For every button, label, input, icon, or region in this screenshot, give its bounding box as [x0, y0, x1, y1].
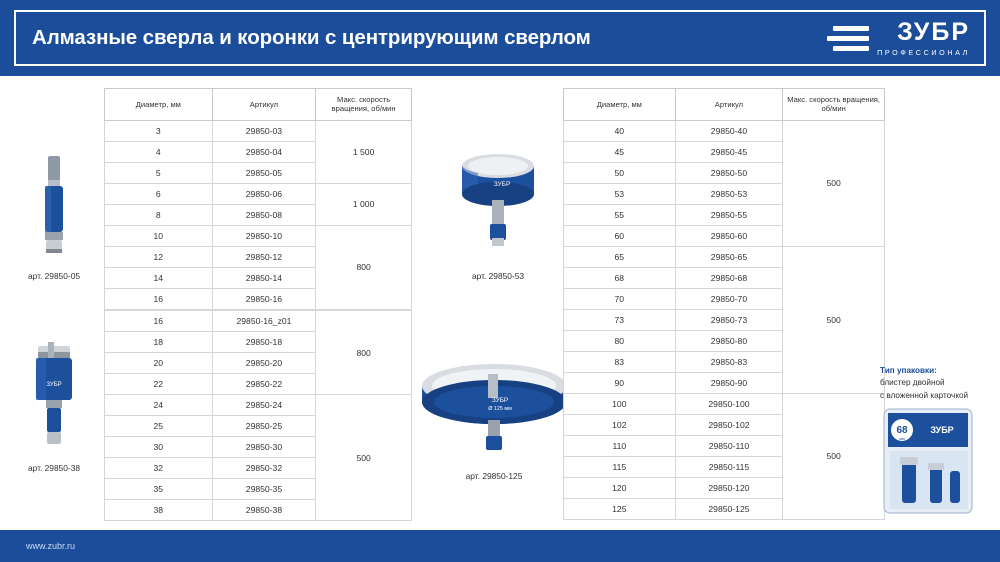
cell-diameter: 20 — [105, 353, 213, 374]
cell-article: 29850-80 — [675, 330, 783, 351]
header-speed: Макс. скорость вращения, об/мин — [783, 89, 885, 121]
cell-diameter: 102 — [564, 414, 676, 435]
cell-diameter: 110 — [564, 435, 676, 456]
blister-pack-icon — [880, 407, 978, 515]
cell-diameter: 50 — [564, 162, 676, 183]
cell-diameter: 4 — [105, 141, 213, 162]
cell-diameter: 25 — [105, 416, 213, 437]
cell-article: 29850-16_z01 — [212, 311, 316, 332]
cell-diameter: 24 — [105, 395, 213, 416]
cell-diameter: 100 — [564, 393, 676, 414]
cell-article: 29850-16 — [212, 288, 316, 309]
cell-diameter: 115 — [564, 456, 676, 477]
cell-article: 29850-18 — [212, 332, 316, 353]
product-brand-label: ЗУБР — [491, 397, 509, 404]
cell-article: 29850-22 — [212, 374, 316, 395]
table-row — [564, 120, 885, 141]
cell-diameter: 12 — [105, 246, 213, 267]
logo-name: ЗУБР — [897, 17, 970, 46]
cell-diameter: 16 — [105, 311, 213, 332]
header-article: Артикул — [675, 89, 783, 121]
drill-bit-small-icon — [16, 150, 92, 260]
cell-diameter: 32 — [105, 458, 213, 479]
table-row — [564, 393, 885, 414]
core-bit-53-icon — [438, 140, 558, 260]
product-caption: арт. 29850-125 — [465, 471, 523, 481]
product-image-29850-05 — [16, 150, 92, 281]
cell-diameter: 65 — [564, 246, 676, 267]
packaging-line1: блистер двойной — [880, 378, 945, 387]
product-image-29850-125 — [404, 340, 584, 481]
cell-article: 29850-125 — [675, 498, 783, 519]
pack-badge-unit: мм — [899, 436, 905, 442]
cell-article: 29850-102 — [675, 414, 783, 435]
table-row — [105, 120, 412, 141]
cell-article: 29850-32 — [212, 458, 316, 479]
cell-article: 29850-08 — [212, 204, 316, 225]
cell-article: 29850-60 — [675, 225, 783, 246]
cell-article: 29850-45 — [675, 141, 783, 162]
cell-article: 29850-100 — [675, 393, 783, 414]
packaging-title: Тип упаковки: — [880, 366, 937, 375]
cell-article: 29850-73 — [675, 309, 783, 330]
cell-article: 29850-40 — [675, 120, 783, 141]
cell-article: 29850-68 — [675, 267, 783, 288]
cell-diameter: 80 — [564, 330, 676, 351]
cell-diameter: 14 — [105, 267, 213, 288]
table-row — [564, 246, 885, 267]
cell-diameter: 10 — [105, 225, 213, 246]
header-speed: Макс. скорость вращения, об/мин — [316, 89, 412, 121]
cell-diameter: 120 — [564, 477, 676, 498]
logo-subtitle: ПРОФЕССИОНАЛ — [877, 47, 970, 57]
cell-diameter: 22 — [105, 374, 213, 395]
cell-article: 29850-55 — [675, 204, 783, 225]
cell-article: 29850-115 — [675, 456, 783, 477]
core-bit-medium-icon — [14, 340, 94, 452]
cell-speed: 500 — [316, 395, 412, 521]
product-caption: арт. 29850-38 — [27, 463, 81, 473]
footer-url: www.zubr.ru — [26, 541, 76, 551]
packaging-info — [880, 366, 990, 520]
cell-diameter: 60 — [564, 225, 676, 246]
cell-speed: 1 500 — [316, 120, 412, 183]
cell-diameter: 90 — [564, 372, 676, 393]
cell-diameter: 45 — [564, 141, 676, 162]
cell-article: 29850-04 — [212, 141, 316, 162]
packaging-image — [880, 407, 990, 520]
cell-article: 29850-50 — [675, 162, 783, 183]
page-header — [0, 0, 1000, 76]
cell-article: 29850-83 — [675, 351, 783, 372]
cell-diameter: 3 — [105, 120, 213, 141]
table-header-row — [105, 89, 412, 121]
cell-diameter: 6 — [105, 183, 213, 204]
cell-article: 29850-110 — [675, 435, 783, 456]
cell-speed: 500 — [783, 246, 885, 393]
cell-article: 29850-10 — [212, 225, 316, 246]
cell-diameter: 30 — [105, 437, 213, 458]
table-row — [105, 183, 412, 204]
product-brand-label: ЗУБР — [493, 181, 511, 188]
header-diameter: Диаметр, мм — [564, 89, 676, 121]
table2-body — [105, 311, 412, 521]
cell-article: 29850-53 — [675, 183, 783, 204]
cell-article: 29850-38 — [212, 500, 316, 521]
cell-article: 29850-14 — [212, 267, 316, 288]
product-caption: арт. 29850-53 — [471, 271, 525, 281]
cell-diameter: 38 — [105, 500, 213, 521]
header-diameter: Диаметр, мм — [105, 89, 213, 121]
cell-diameter: 16 — [105, 288, 213, 309]
cell-diameter: 18 — [105, 332, 213, 353]
cell-article: 29850-30 — [212, 437, 316, 458]
logo-text — [877, 17, 970, 57]
cell-article: 29850-24 — [212, 395, 316, 416]
table-row — [105, 225, 412, 246]
zubr-arrow-icon — [827, 21, 869, 55]
table-row — [105, 311, 412, 332]
cell-diameter: 35 — [105, 479, 213, 500]
cell-article: 29850-35 — [212, 479, 316, 500]
cell-diameter: 53 — [564, 183, 676, 204]
page-footer — [0, 530, 1000, 562]
cell-speed: 1 000 — [316, 183, 412, 225]
cell-article: 29850-20 — [212, 353, 316, 374]
table-row — [105, 395, 412, 416]
cell-diameter: 70 — [564, 288, 676, 309]
cell-article: 29850-70 — [675, 288, 783, 309]
header-article: Артикул — [212, 89, 316, 121]
cell-diameter: 55 — [564, 204, 676, 225]
spec-table-small-drills — [104, 88, 412, 310]
cell-article: 29850-06 — [212, 183, 316, 204]
cell-article: 29850-03 — [212, 120, 316, 141]
pack-badge-number: 68 — [896, 425, 908, 437]
cell-diameter: 83 — [564, 351, 676, 372]
cell-diameter: 5 — [105, 162, 213, 183]
cell-article: 29850-90 — [675, 372, 783, 393]
table1-body — [105, 120, 412, 309]
spec-table-large-crowns — [563, 88, 885, 520]
cell-article: 29850-65 — [675, 246, 783, 267]
cell-speed: 500 — [783, 393, 885, 519]
product-image-29850-53 — [438, 140, 558, 281]
cell-speed: 800 — [316, 311, 412, 395]
table-header-row — [564, 89, 885, 121]
pack-brand: ЗУБР — [930, 425, 954, 436]
product-image-29850-38 — [14, 340, 94, 473]
product-size-label: Ø 125 мм — [488, 406, 512, 412]
cell-diameter: 125 — [564, 498, 676, 519]
svg-text:ЗУБР: ЗУБР — [46, 382, 62, 388]
cell-article: 29850-120 — [675, 477, 783, 498]
cell-article: 29850-05 — [212, 162, 316, 183]
page-title: Алмазные сверла и коронки с центрирующим сверлом — [32, 26, 591, 49]
header-frame — [14, 10, 986, 66]
cell-diameter: 8 — [105, 204, 213, 225]
table3-body — [564, 120, 885, 519]
cell-article: 29850-12 — [212, 246, 316, 267]
cell-article: 29850-25 — [212, 416, 316, 437]
spec-table-medium-crowns — [104, 310, 412, 521]
packaging-line2: с вложенной карточкой — [880, 391, 969, 401]
cell-speed: 500 — [783, 120, 885, 246]
cell-diameter: 73 — [564, 309, 676, 330]
cell-speed: 800 — [316, 225, 412, 309]
brand-logo — [827, 17, 984, 57]
cell-diameter: 68 — [564, 267, 676, 288]
product-caption: арт. 29850-05 — [27, 271, 81, 281]
cell-diameter: 40 — [564, 120, 676, 141]
core-bit-125-icon — [404, 340, 584, 460]
